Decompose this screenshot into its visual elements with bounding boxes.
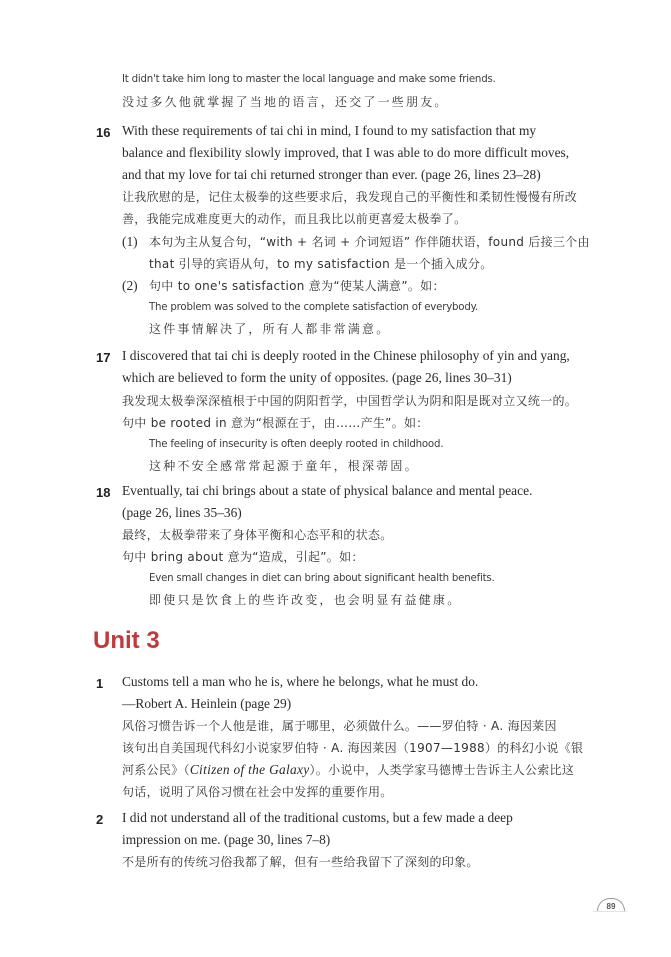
translation-fragment: ）。小说中，人类学家马德博士告诉主人公索比这: [309, 763, 575, 777]
item-translation-line: 该句出自美国现代科幻小说家罗伯特 · A. 海因莱因（1907—1988）的科幻小说《银: [122, 741, 584, 755]
page-number: 89: [597, 898, 625, 912]
note-label: (1): [122, 234, 138, 249]
item-sentence-line: I did not understand all of the traditional customs, but a few made a deep: [122, 810, 513, 825]
item-translation-line: 让我欣慰的是，记住太极拳的这些要求后，我发现自己的平衡性和柔韧性慢慢有所改: [122, 190, 578, 204]
note-line: that 引导的宾语从句，to my satisfaction 是一个插入成分。: [149, 257, 493, 271]
note-label: (2): [122, 278, 138, 293]
item-sentence-line: With these requirements of tai chi in mind, I found to my satisfaction that my: [122, 123, 537, 138]
item-sentence-line: and that my love for tai chi returned stronger than ever. (page 26, lines 23–28): [122, 167, 541, 182]
example-sentence-en: Even small changes in diet can bring about significant health benefits.: [149, 573, 495, 584]
item-translation-line: [122, 760, 574, 780]
example-sentence-cn: 这种不安全感常常起源于童年，根深蒂固。: [149, 459, 419, 473]
item-translation-line: 我发现太极拳深深植根于中国的阴阳哲学，中国哲学认为阴和阳是既对立又统一的。: [122, 394, 578, 408]
example-sentence-cn: 没过多久他就掌握了当地的语言，还交了一些朋友。: [122, 95, 449, 109]
item-sentence-line: I discovered that tai chi is deeply rooted in the Chinese philosophy of yin and yang,: [122, 348, 570, 363]
item-translation-line: 句中 be rooted in 意为“根源在于，由……产生”。如：: [122, 416, 429, 430]
item-translation-line: 最终，太极拳带来了身体平衡和心态平和的状态。: [122, 528, 393, 542]
example-sentence-cn: 这件事情解决了，所有人都非常满意。: [149, 322, 391, 336]
item-translation-line: 善，我能完成难度更大的动作，而且我比以前更喜爱太极拳了。: [122, 212, 467, 226]
item-number: 2: [96, 812, 104, 827]
example-sentence-en: The feeling of insecurity is often deeply rooted in childhood.: [149, 439, 444, 450]
item-attribution: —Robert A. Heinlein (page 29): [122, 696, 292, 711]
unit-heading: Unit 3: [93, 627, 160, 654]
item-translation-line: 不是所有的传统习俗我都了解，但有一些给我留下了深刻的印象。: [122, 855, 479, 869]
example-sentence-en: It didn't take him long to master the local language and make some friends.: [122, 74, 496, 85]
item-number: 18: [96, 485, 111, 500]
item-sentence-line: balance and flexibility slowly improved, that I was able to do more difficult moves,: [122, 145, 570, 160]
item-sentence-line: which are believed to form the unity of opposites. (page 26, lines 30–31): [122, 370, 512, 385]
item-sentence-line: (page 26, lines 35–36): [122, 505, 242, 520]
note-line: 本句为主从复合句，“with + 名词 + 介词短语” 作伴随状语，found 后接三个由: [149, 235, 590, 249]
translation-fragment: 河系公民》（: [122, 763, 190, 777]
item-number: 17: [96, 350, 111, 365]
note-line: 句中 to one's satisfaction 意为“使某人满意”。如：: [149, 279, 445, 293]
example-sentence-en: The problem was solved to the complete satisfaction of everybody.: [149, 302, 479, 313]
item-sentence-line: Eventually, tai chi brings about a state of physical balance and mental peace.: [122, 483, 533, 498]
example-sentence-cn: 即使只是饮食上的些许改变，也会明显有益健康。: [149, 593, 462, 607]
page-number-rule: [593, 911, 627, 912]
item-sentence-line: impression on me. (page 30, lines 7–8): [122, 832, 331, 847]
item-translation-line: 句中 bring about 意为“造成，引起”。如：: [122, 550, 364, 564]
item-translation-line: 风俗习惯告诉一个人他是谁，属于哪里，必须做什么。——罗伯特 · A. 海因莱因: [122, 719, 557, 733]
item-number: 16: [96, 125, 111, 140]
book-title: Citizen of the Galaxy: [189, 762, 310, 777]
item-sentence-line: Customs tell a man who he is, where he belongs, what he must do.: [122, 674, 479, 689]
item-translation-line: 句话，说明了风俗习惯在社会中发挥的重要作用。: [122, 785, 393, 799]
item-number: 1: [96, 676, 104, 691]
